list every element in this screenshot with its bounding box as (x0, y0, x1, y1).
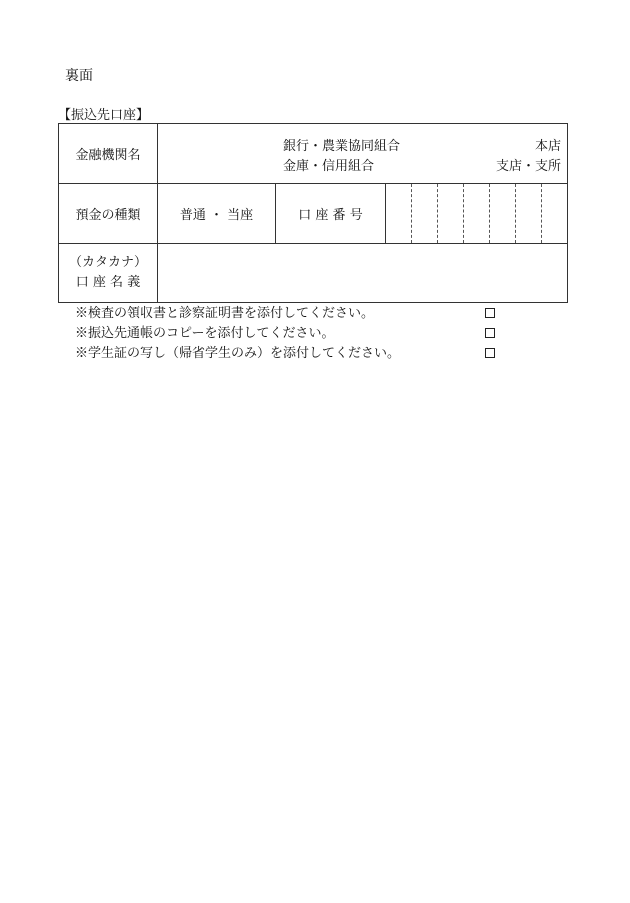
financial-institution-row (59, 124, 567, 184)
note-item (75, 304, 505, 324)
note-item (75, 344, 505, 364)
note-text: ※検査の領収書と診察証明書を添付してください。 (75, 306, 375, 321)
checkbox[interactable] (485, 328, 495, 338)
bank-type-option-2: 金庫・信用組合 (283, 159, 375, 174)
account-digit-box[interactable] (438, 184, 464, 243)
account-digit-box[interactable] (464, 184, 490, 243)
account-holder-row (59, 244, 567, 302)
account-holder-label (59, 244, 158, 302)
account-digit-box[interactable] (516, 184, 542, 243)
account-type-label: 預金の種類 (59, 184, 158, 243)
attachment-notes (75, 304, 505, 364)
account-holder-name-label: 口 座 名 義 (75, 275, 141, 290)
branch-option-2: 支店・支所 (495, 159, 561, 174)
account-type-row (59, 184, 567, 244)
page-label: 裏面 (65, 68, 93, 84)
account-holder-kana-label: （カタカナ） (68, 255, 147, 270)
checkbox[interactable] (485, 348, 495, 358)
financial-institution-label: 金融機関名 (59, 124, 158, 183)
account-number-label: 口 座 番 号 (276, 184, 386, 243)
branch-option-1: 本店 (534, 139, 561, 154)
account-digit-box[interactable] (542, 184, 567, 243)
account-digit-box[interactable] (412, 184, 438, 243)
bank-account-table (58, 123, 568, 303)
bank-type-option-1: 銀行・農業協同組合 (283, 139, 401, 154)
account-digit-box[interactable] (386, 184, 412, 243)
note-text: ※学生証の写し（帰省学生のみ）を添付してください。 (75, 346, 401, 361)
section-title: 【振込先口座】 (58, 108, 150, 123)
note-text: ※振込先通帳のコピーを添付してください。 (75, 326, 335, 341)
note-item (75, 324, 505, 344)
account-digit-box[interactable] (490, 184, 516, 243)
account-type-options: 普通 ・ 当座 (158, 184, 276, 243)
checkbox[interactable] (485, 308, 495, 318)
